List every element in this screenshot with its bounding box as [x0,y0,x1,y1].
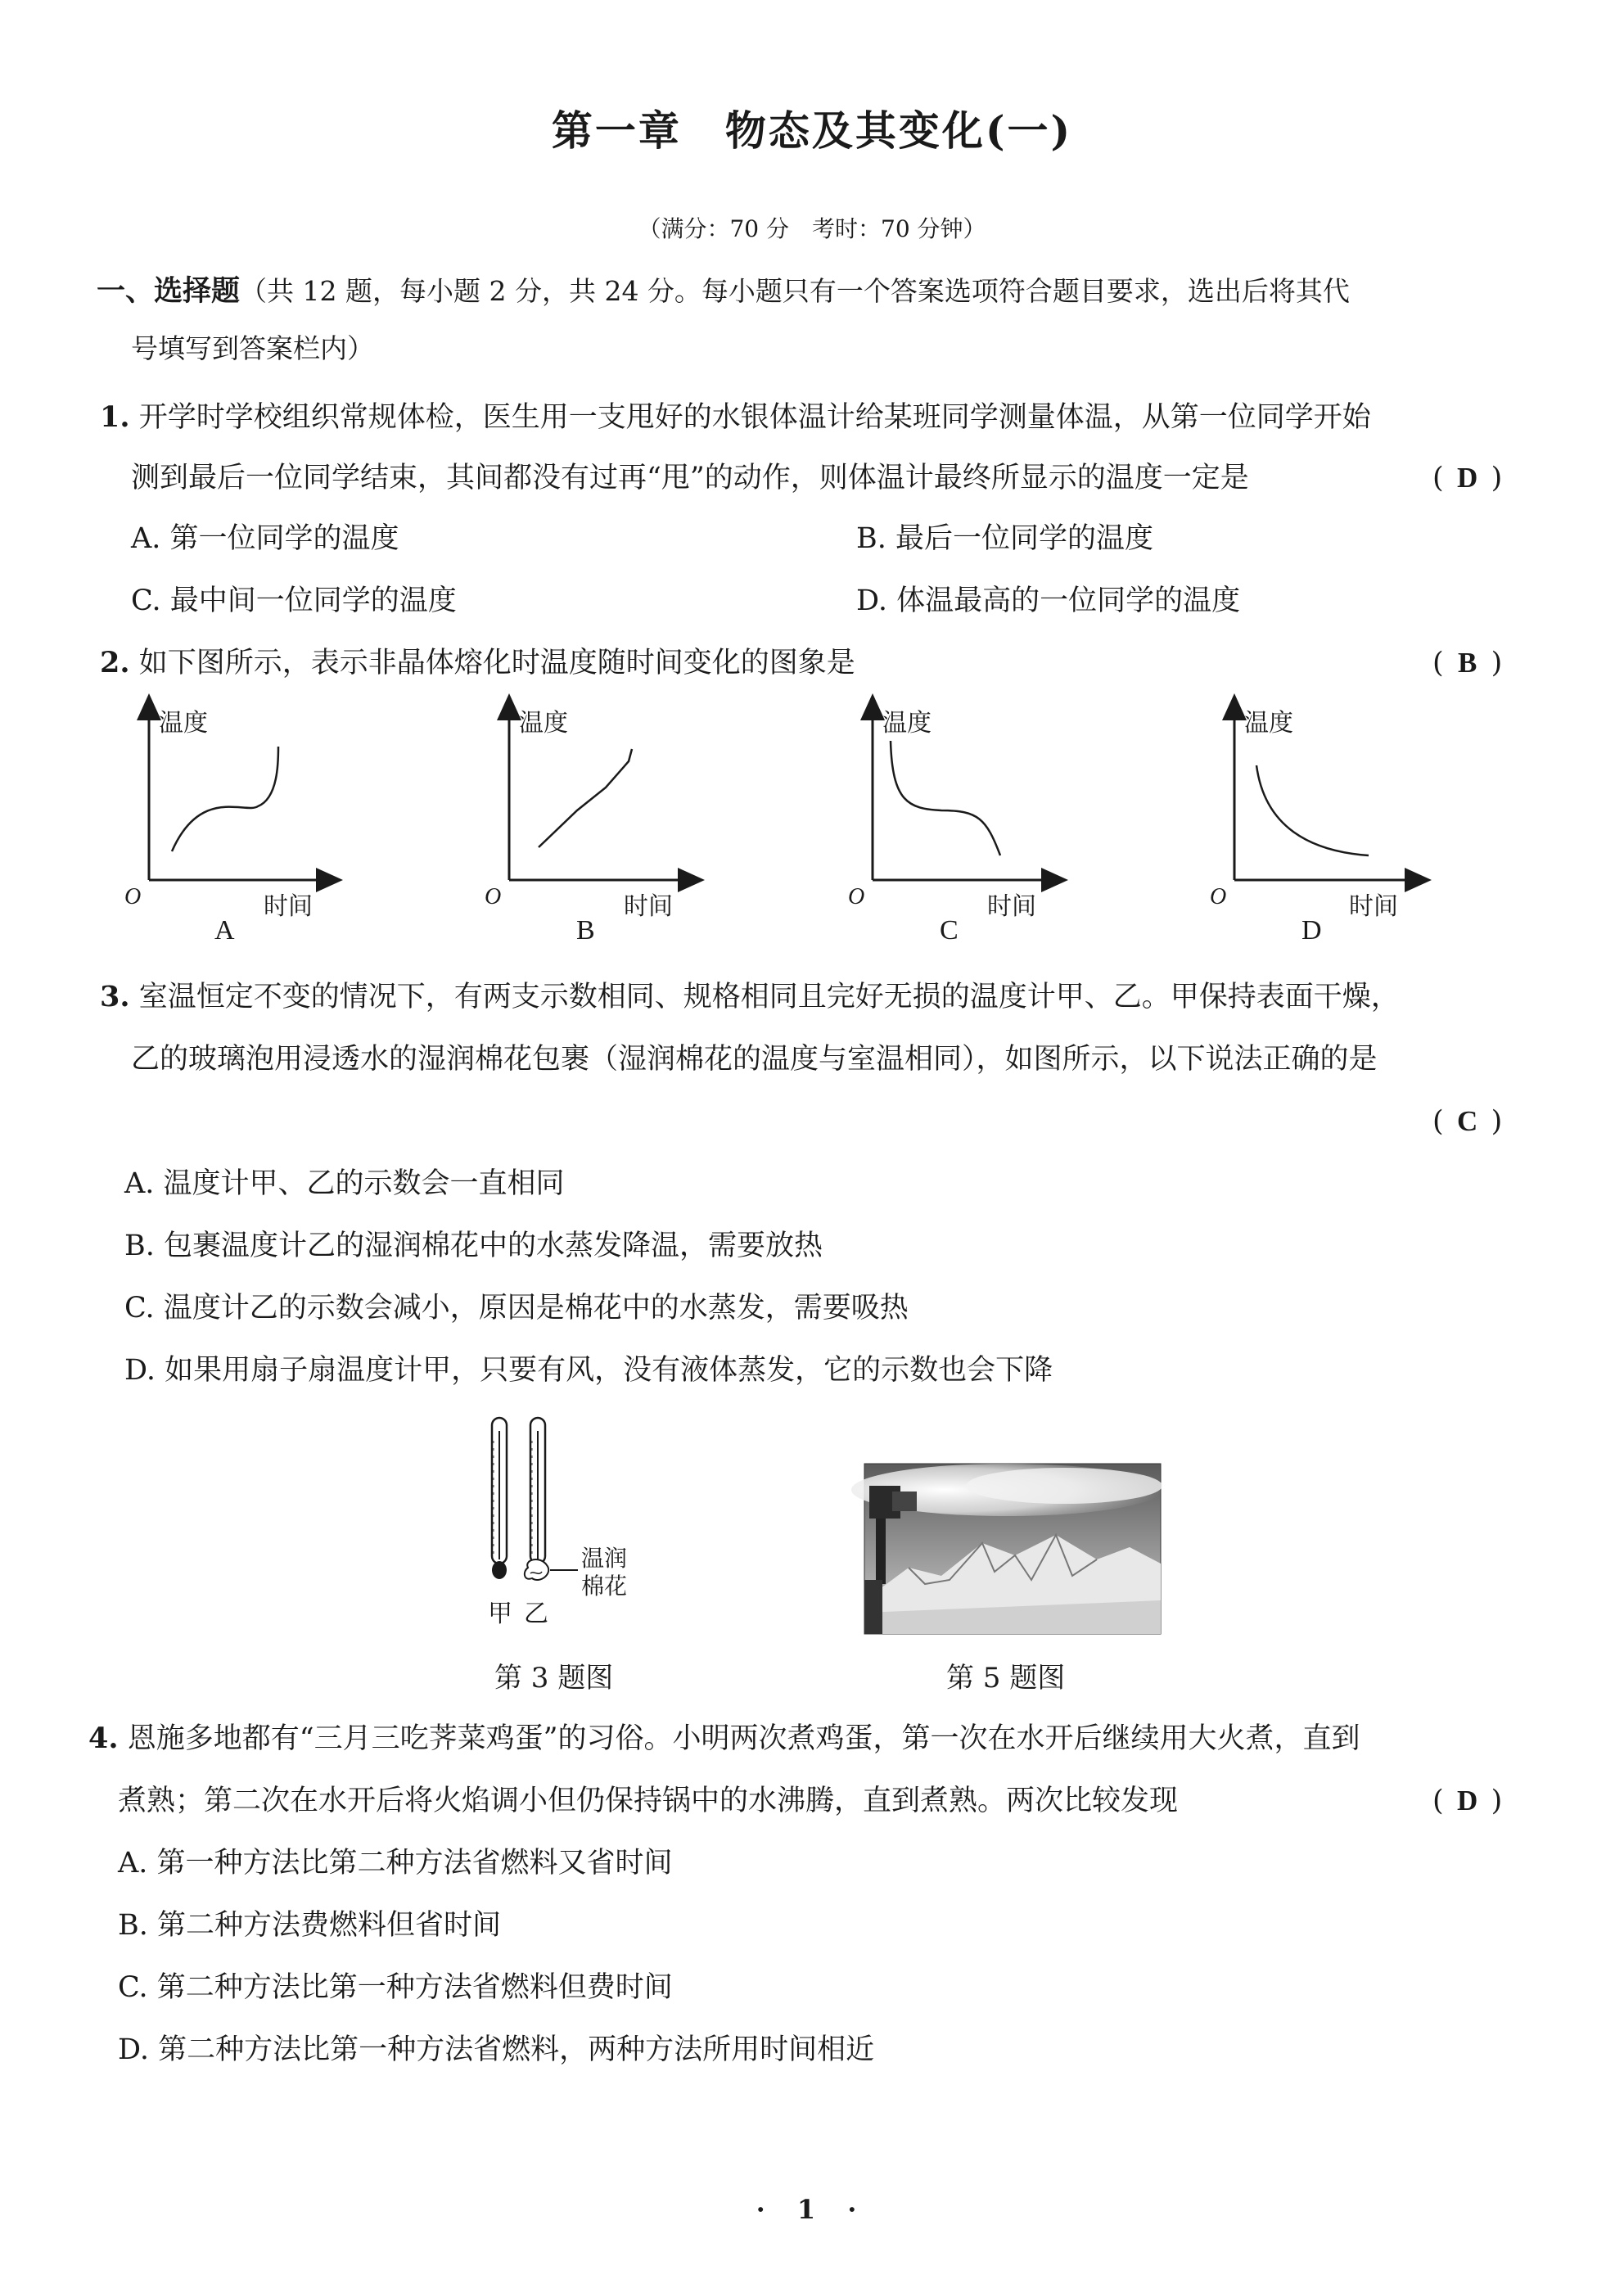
cotton-label-line2: 棉花 [581,1573,628,1600]
option-c: C. 第二种方法比第一种方法省燃料但费时间 [118,1971,673,2004]
origin-label: O [1210,884,1227,909]
answer-q3: C [1457,1105,1478,1137]
option-b: B. 第二种方法费燃料但省时间 [118,1909,501,1942]
graph-caption-b: B [576,915,595,945]
answer-q4: D [1457,1785,1478,1816]
question-text: 开学时学校组织常规体检，医生用一支甩好的水银体温计给某班同学测量体温，从第一位同学开始 [138,401,1371,434]
question-number: 3. [100,980,130,1013]
figure-5-photo [851,1464,1162,1634]
question-4 [88,1721,1360,1757]
answer-bracket-q1: ( D ) [1432,462,1503,494]
origin-label: O [848,884,865,909]
x-axis-label: 时间 [624,893,673,920]
graph-a-curve [172,747,278,851]
question-3 [100,979,1400,1015]
section-description: （共 12 题，每小题 2 分，共 24 分。每小题只有一个答案选项符合题目要求，选出后将其代 [240,275,1350,307]
x-axis-label: 时间 [987,893,1036,920]
y-axis-label: 温度 [519,710,568,737]
figure-3-caption: 第 3 题图 [494,1662,614,1695]
option-a: A. 温度计甲、乙的示数会一直相同 [124,1167,565,1200]
question-text: 室温恒定不变的情况下，有两支示数相同、规格相同且完好无损的温度计甲、乙。甲保持表面干燥， [138,981,1400,1013]
x-axis-label: 时间 [264,893,313,920]
graph-caption-a: A [214,915,235,945]
exam-info: （满分：70 分 考时：70 分钟） [638,215,986,242]
answer-bracket-q4: ( D ) [1432,1785,1503,1817]
y-axis-label: 温度 [159,710,208,737]
option-d: D. 如果用扇子扇温度计甲，只要有风，没有液体蒸发，它的示数也会下降 [124,1354,1053,1387]
option-d: D. 第二种方法比第一种方法省燃料，两种方法所用时间相近 [118,2033,875,2066]
question-number: 1. [100,400,130,434]
option-b: B. 包裹温度计乙的湿润棉花中的水蒸发降温，需要放热 [124,1230,823,1262]
section-description-cont: 号填写到答案栏内） [131,332,374,364]
thermometer-jia-label: 甲 [488,1600,512,1628]
origin-label: O [124,884,142,909]
answer-q1: D [1457,462,1478,494]
graph-caption-d: D [1301,915,1322,945]
page-title: 第一章 物态及其变化(一) [551,106,1073,155]
option-a: A. 第一位同学的温度 [131,522,399,555]
y-axis-label: 温度 [1244,710,1293,737]
answer-q2: B [1457,647,1477,679]
figure-5-caption: 第 5 题图 [946,1662,1066,1695]
option-c: C. 最中间一位同学的温度 [131,584,457,617]
x-axis-label: 时间 [1349,893,1398,920]
figure-3-thermometers [492,1418,578,1580]
option-c: C. 温度计乙的示数会减小，原因是棉花中的水蒸发，需要吸热 [124,1292,909,1325]
answer-bracket-q3: ( C ) [1432,1105,1503,1138]
option-a: A. 第一种方法比第二种方法省燃料又省时间 [118,1847,673,1880]
option-b: B. 最后一位同学的温度 [856,522,1153,555]
question-text: 如下图所示，表示非晶体熔化时温度随时间变化的图象是 [138,647,855,679]
question-number: 2. [100,646,130,679]
origin-label: O [485,884,502,909]
question-4-cont: 煮熟；第二次在水开后将火焰调小但仍保持锅中的水沸腾，直到煮熟。两次比较发现 [118,1785,1179,1817]
cotton-label-line1: 温润 [581,1545,628,1572]
question-1-cont: 测到最后一位同学结束，其间都没有过再“甩”的动作，则体温计最终所显示的温度一定是 [131,462,1249,494]
answer-bracket-q2: ( B ) [1432,647,1503,679]
question-text: 恩施多地都有“三月三吃荠菜鸡蛋”的习俗。小明两次煮鸡蛋，第一次在水开后继续用大火煮，直到 [127,1722,1360,1755]
graph-c-curve [891,741,1000,855]
page-number: · 1 · [756,2194,868,2225]
option-d: D. 体温最高的一位同学的温度 [856,584,1241,617]
thermometer-yi-label: 乙 [524,1600,548,1628]
question-number: 4. [88,1722,119,1755]
graph-d-curve [1256,765,1369,855]
question-3-cont: 乙的玻璃泡用浸透水的湿润棉花包裹（湿润棉花的温度与室温相同），如图所示，以下说法正确的是 [131,1043,1378,1076]
section-title: 一、选择题 [97,274,241,308]
graph-caption-c: C [940,915,959,945]
y-axis-label: 温度 [882,710,932,737]
